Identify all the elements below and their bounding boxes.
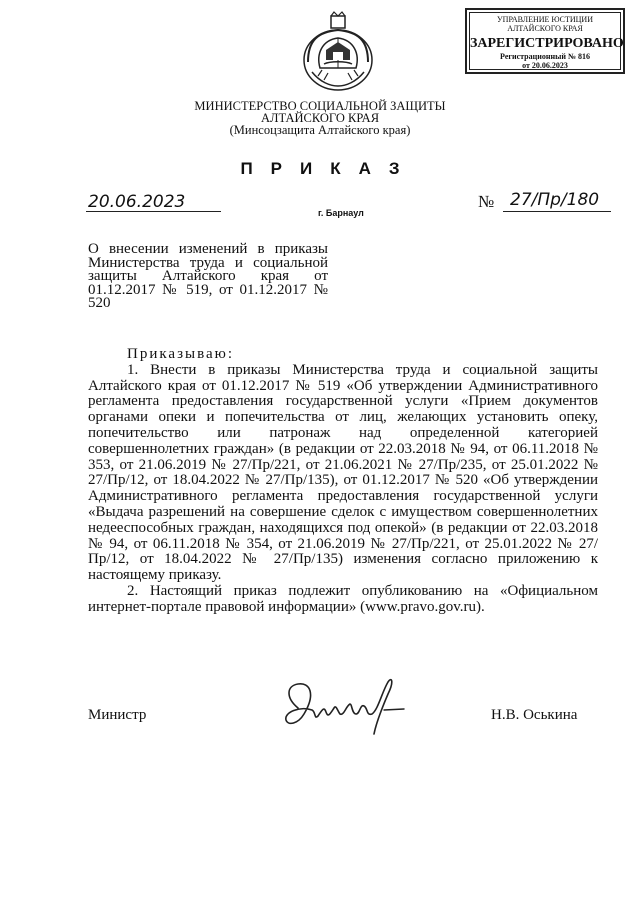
document-number: 27/Пр/180 [510,190,600,210]
ministry-short-name: (Минсоцзащита Алтайского края) [229,123,411,137]
signer-position: Министр [88,707,147,723]
signer-name: Н.В. Оськина [491,707,578,723]
stamp-authority-line1: УПРАВЛЕНИЕ ЮСТИЦИИ [497,15,593,24]
number-label: № [478,192,495,211]
ministry-name-line1: МИНИСТЕРСТВО СОЦИАЛЬНОЙ ЗАЩИТЫ [194,99,446,113]
document-subject: О внесении изменений в приказы Министерства труда и социальной защиты Алтайского края от 01.12.2017 № 519, от 01.12.2017 № 520 [88,241,328,311]
order-item-1: 1. Внести в приказы Министерства труда и социальной защиты Алтайского края от 01.12.2017 № 519 «Об утверждении Административного регламента предоставления государственной услуги «Прием документов органами опеки и попечительства от лиц, желающих установить опеку, попечительство или патронаж над определенной категорией совершеннолетних граждан» (в редакции от 22.03.2018 № 94, от 06.11.2018 № 353, от 21.06.2019 № 27/Пр/221, от 21.06.2021 № 27/Пр/235, от 25.01.2022 № 27/Пр/12, от 18.04.2022 № 27/Пр/135), от 01.12.2017 № 520 «Об утверждении Административного регламента предоставления государственной услуги «Выдача разрешений на совершение сделок с имуществом совершеннолетних недееспособных граждан, находящихся под опекой» (в редакции от 22.03.2018 № 94, от 06.11.2018 № 354, от 21.06.2019 № 27/Пр/221, от 25.01.2022 № 27/Пр/12, от 18.04.2022 № 27/Пр/135) изменения согласно приложению к настоящему приказу. [88,361,598,584]
stamp-authority-line2: АЛТАЙСКОГО КРАЯ [507,24,583,33]
document-type-title: ПРИКАЗ [240,159,418,178]
order-item-2: 2. Настоящий приказ подлежит опубликованию на «Официальном интернет-портале правовой информации» (www.pravo.gov.ru). [88,582,598,615]
stamp-title: ЗАРЕГИСТРИРОВАНО [470,36,624,51]
document-body [88,347,598,616]
order-word: Приказываю: [127,346,234,362]
document-date: 20.06.2023 [88,192,186,212]
document-city: г. Барнаул [318,208,364,218]
handwritten-signature [276,668,408,740]
date-underline [86,211,221,212]
stamp-reg-date: от 20.06.2023 [522,61,568,70]
registration-stamp [465,8,625,74]
number-underline [503,211,611,212]
ministry-name-line2: АЛТАЙСКОГО КРАЯ [260,111,380,125]
stamp-reg-number: Регистрационный № 816 [500,52,590,61]
coat-of-arms-emblem [298,10,378,94]
